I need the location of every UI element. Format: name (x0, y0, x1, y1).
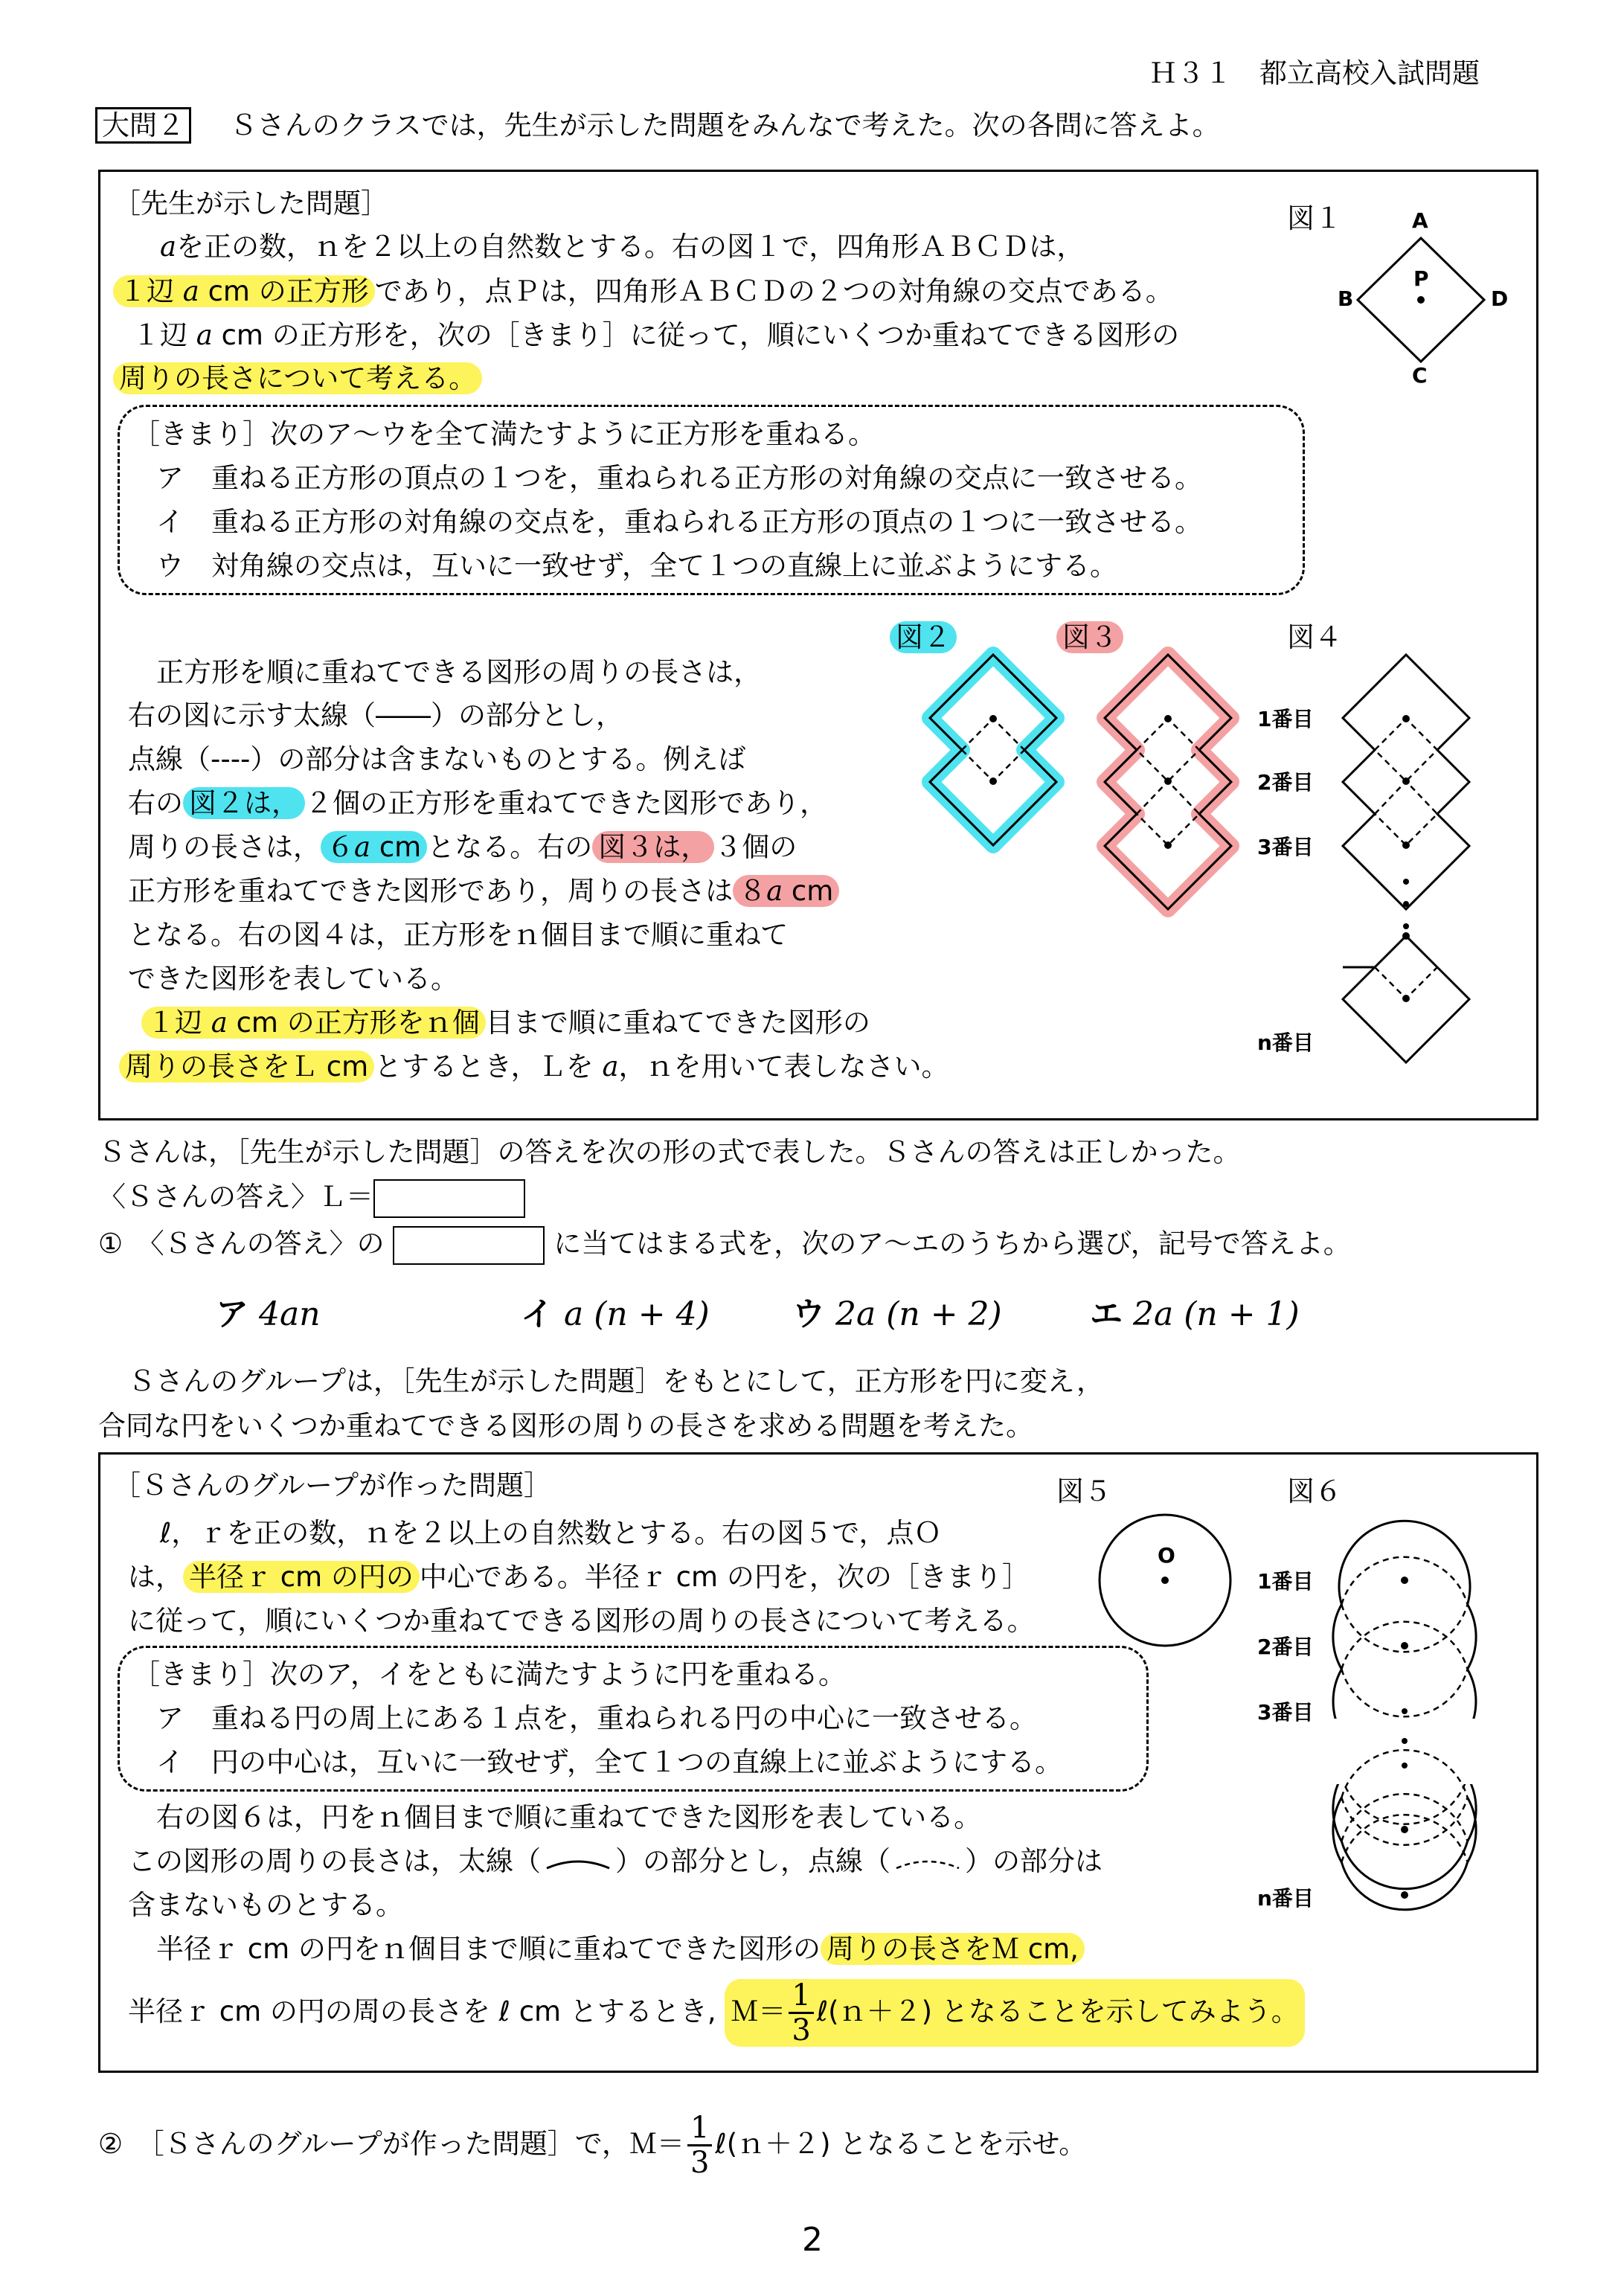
answer-box (373, 1179, 525, 1218)
rules-2-i: イ 円の中心は，互いに一致せず，全て１つの直線上に並ぶようにする。 (156, 1746, 1063, 1778)
fig1-D: D (1491, 286, 1509, 311)
intro-text: Ｓさんのクラスでは，先生が示した問題をみんなで考えた。次の各問に答えよ。 (229, 109, 1220, 141)
group-body-2: この図形の周りの長さは，太線（ ）の部分とし，点線（ ）の部分は (128, 1845, 1103, 1877)
teacher-problem-line-4: 周りの長さについて考える。 (113, 357, 482, 400)
body-line-2: 右の図に示す太線（――）の部分とし， (128, 699, 623, 731)
group-body-4: 半径ｒ cm の円をｎ個目まで順に重ねてできた図形の 周りの長さをＭ cm, (156, 1928, 1085, 1971)
fraction-one-third: $\frac{1}{3}$ (789, 1979, 813, 2047)
group-body-1: 右の図６は，円をｎ個目まで順に重ねてできた図形を表している。 (156, 1801, 982, 1833)
body-line-4: 右の 図２は， ２個の正方形を重ねてできた図形であり， (128, 787, 828, 819)
choice-i: イ a (n + 4) (521, 1295, 710, 1333)
fig6-row2: 2番目 (1257, 1635, 1314, 1659)
intro-line (95, 104, 1220, 147)
group-body-5: 半径ｒ cm の円の周の長さを ℓ cm とするとき, Ｍ＝ $\frac{1}{3}$ ℓ(ｎ＋２) となることを示してみよう。 (128, 1979, 1305, 2047)
group-intro-2: 合同な円をいくつか重ねてできる図形の周りの長さを求める問題を考えた。 (98, 1410, 1034, 1442)
rules-1-i: イ 重ねる正方形の対角線の交点を，重ねられる正方形の頂点の１つに一致させる。 (156, 506, 1202, 538)
group-problem-title: ［Ｓさんのグループが作った問題］ (113, 1469, 552, 1501)
fig4-row1: 1番目 (1257, 707, 1314, 731)
exam-title: Ｈ３１ 都立高校入試問題 (1149, 57, 1480, 89)
rules-2-a: ア 重ねる円の周上にある１点を，重ねられる円の中心に一致させる。 (156, 1702, 1037, 1734)
fig6-row1: 1番目 (1257, 1569, 1314, 1594)
answer-line-2: 〈Ｓさんの答え〉Ｌ＝ (98, 1176, 525, 1219)
group-problem-line-2: は， 半径ｒ cm の円の 中心である。半径ｒ cm の円を，次の［きまり］ (128, 1561, 1030, 1593)
rules-2-title: ［きまり］次のア，イをともに満たすように円を重ねる。 (132, 1658, 847, 1690)
teacher-problem-title: ［先生が示した問題］ (113, 187, 388, 219)
figure-3 (1090, 647, 1254, 923)
rules-1-title: ［きまり］次のア〜ウを全て満たすように正方形を重ねる。 (132, 418, 876, 450)
fraction-one-third-q2: $\frac{1}{3}$ (687, 2111, 712, 2179)
body-line-6: 正方形を重ねてできた図形であり，周りの長さは ８a cm (128, 870, 839, 913)
fig2-label: 図２ (890, 616, 957, 659)
body-line-9: １辺 a cm の正方形をｎ個 目まで順に重ねてできた図形の (141, 1001, 870, 1045)
group-intro-1: Ｓさんのグループは，［先生が示した問題］をもとにして，正方形を円に変え， (128, 1365, 1105, 1397)
group-body-3: 含まないものとする。 (128, 1889, 403, 1921)
body-line-3: 点線（----）の部分は含まないものとする。例えば (128, 743, 746, 775)
teacher-problem-line-1: aを正の数，ｎを２以上の自然数とする。右の図１で，四角形ＡＢＣＤは， (160, 231, 1085, 263)
fig3-label: 図３ (1056, 616, 1123, 659)
problem-label: 大問２ (95, 107, 191, 144)
body-line-7: となる。右の図４は，正方形をｎ個目まで順に重ねて (128, 919, 789, 951)
body-line-10: 周りの長さをＬ cm とするとき，Ｌを a，ｎを用いて表しなさい。 (119, 1045, 949, 1088)
page-number: 2 (802, 2221, 823, 2259)
rules-1-a: ア 重ねる正方形の頂点の１つを，重ねられる正方形の対角線の交点に一致させる。 (156, 462, 1202, 494)
fig1-B: B (1338, 286, 1354, 311)
question-1: ① 〈Ｓさんの答え〉の に当てはまる式を，次のア〜エのうちから選び，記号で答えよ。 (98, 1222, 1351, 1266)
fig4-rown: n番目 (1257, 1030, 1314, 1055)
question-2: ② ［Ｓさんのグループが作った問題］で，Ｍ＝ $\frac{1}{3}$ ℓ(ｎ＋２) となることを示せ。 (98, 2111, 1087, 2180)
figure-4 (1328, 647, 1492, 1064)
fig1-label: 図１ (1287, 202, 1342, 234)
figure-5 (1094, 1509, 1242, 1658)
fig6-rown: n番目 (1257, 1886, 1314, 1911)
choice-u: ウ 2a (n + 2) (792, 1295, 1002, 1333)
choice-e: エ 2a (n + 1) (1090, 1295, 1300, 1333)
body-line-5: 周りの長さは， ６a cm となる。右の 図３は， ３個の (128, 831, 797, 863)
highlight-square: １辺 a cm の正方形 (113, 275, 375, 307)
figure-2 (915, 647, 1079, 856)
fig1-P: P (1413, 266, 1429, 291)
answer-box-2 (393, 1226, 545, 1265)
fig5-O: O (1158, 1543, 1175, 1568)
teacher-problem-line-2: １辺 a cm の正方形 であり，点Ｐは，四角形ＡＢＣＤの２つの対角線の交点である。 (113, 270, 1173, 313)
fig6-label: 図６ (1287, 1475, 1342, 1507)
fig4-row2: 2番目 (1257, 770, 1314, 795)
body-line-8: できた図形を表している。 (128, 963, 458, 995)
fig4-label: 図４ (1287, 621, 1342, 653)
fig5-label: 図５ (1056, 1475, 1111, 1507)
fig6-row3: 3番目 (1257, 1700, 1314, 1725)
choice-a: ア 4an (216, 1295, 321, 1333)
body-line-1: 正方形を順に重ねてできる図形の周りの長さは， (156, 656, 762, 688)
fig1-A: A (1412, 208, 1428, 233)
fig4-row3: 3番目 (1257, 835, 1314, 859)
fig1-C: C (1412, 363, 1428, 388)
teacher-problem-line-3: １辺 a cm の正方形を，次の［きまり］に従って，順にいくつか重ねてできる図形の (132, 319, 1180, 351)
rules-1-u: ウ 対角線の交点は，互いに一致せず，全て１つの直線上に並ぶようにする。 (156, 550, 1118, 582)
answer-line-1: Ｓさんは，［先生が示した問題］の答えを次の形の式で表した。Ｓさんの答えは正しかった。 (98, 1136, 1241, 1168)
group-problem-line-1: ℓ，ｒを正の数，ｎを２以上の自然数とする。右の図５で，点Ｏ (160, 1517, 942, 1549)
figure-6 (1324, 1509, 1488, 1948)
group-problem-line-3: に従って，順にいくつか重ねてできる図形の周りの長さについて考える。 (128, 1605, 1035, 1637)
